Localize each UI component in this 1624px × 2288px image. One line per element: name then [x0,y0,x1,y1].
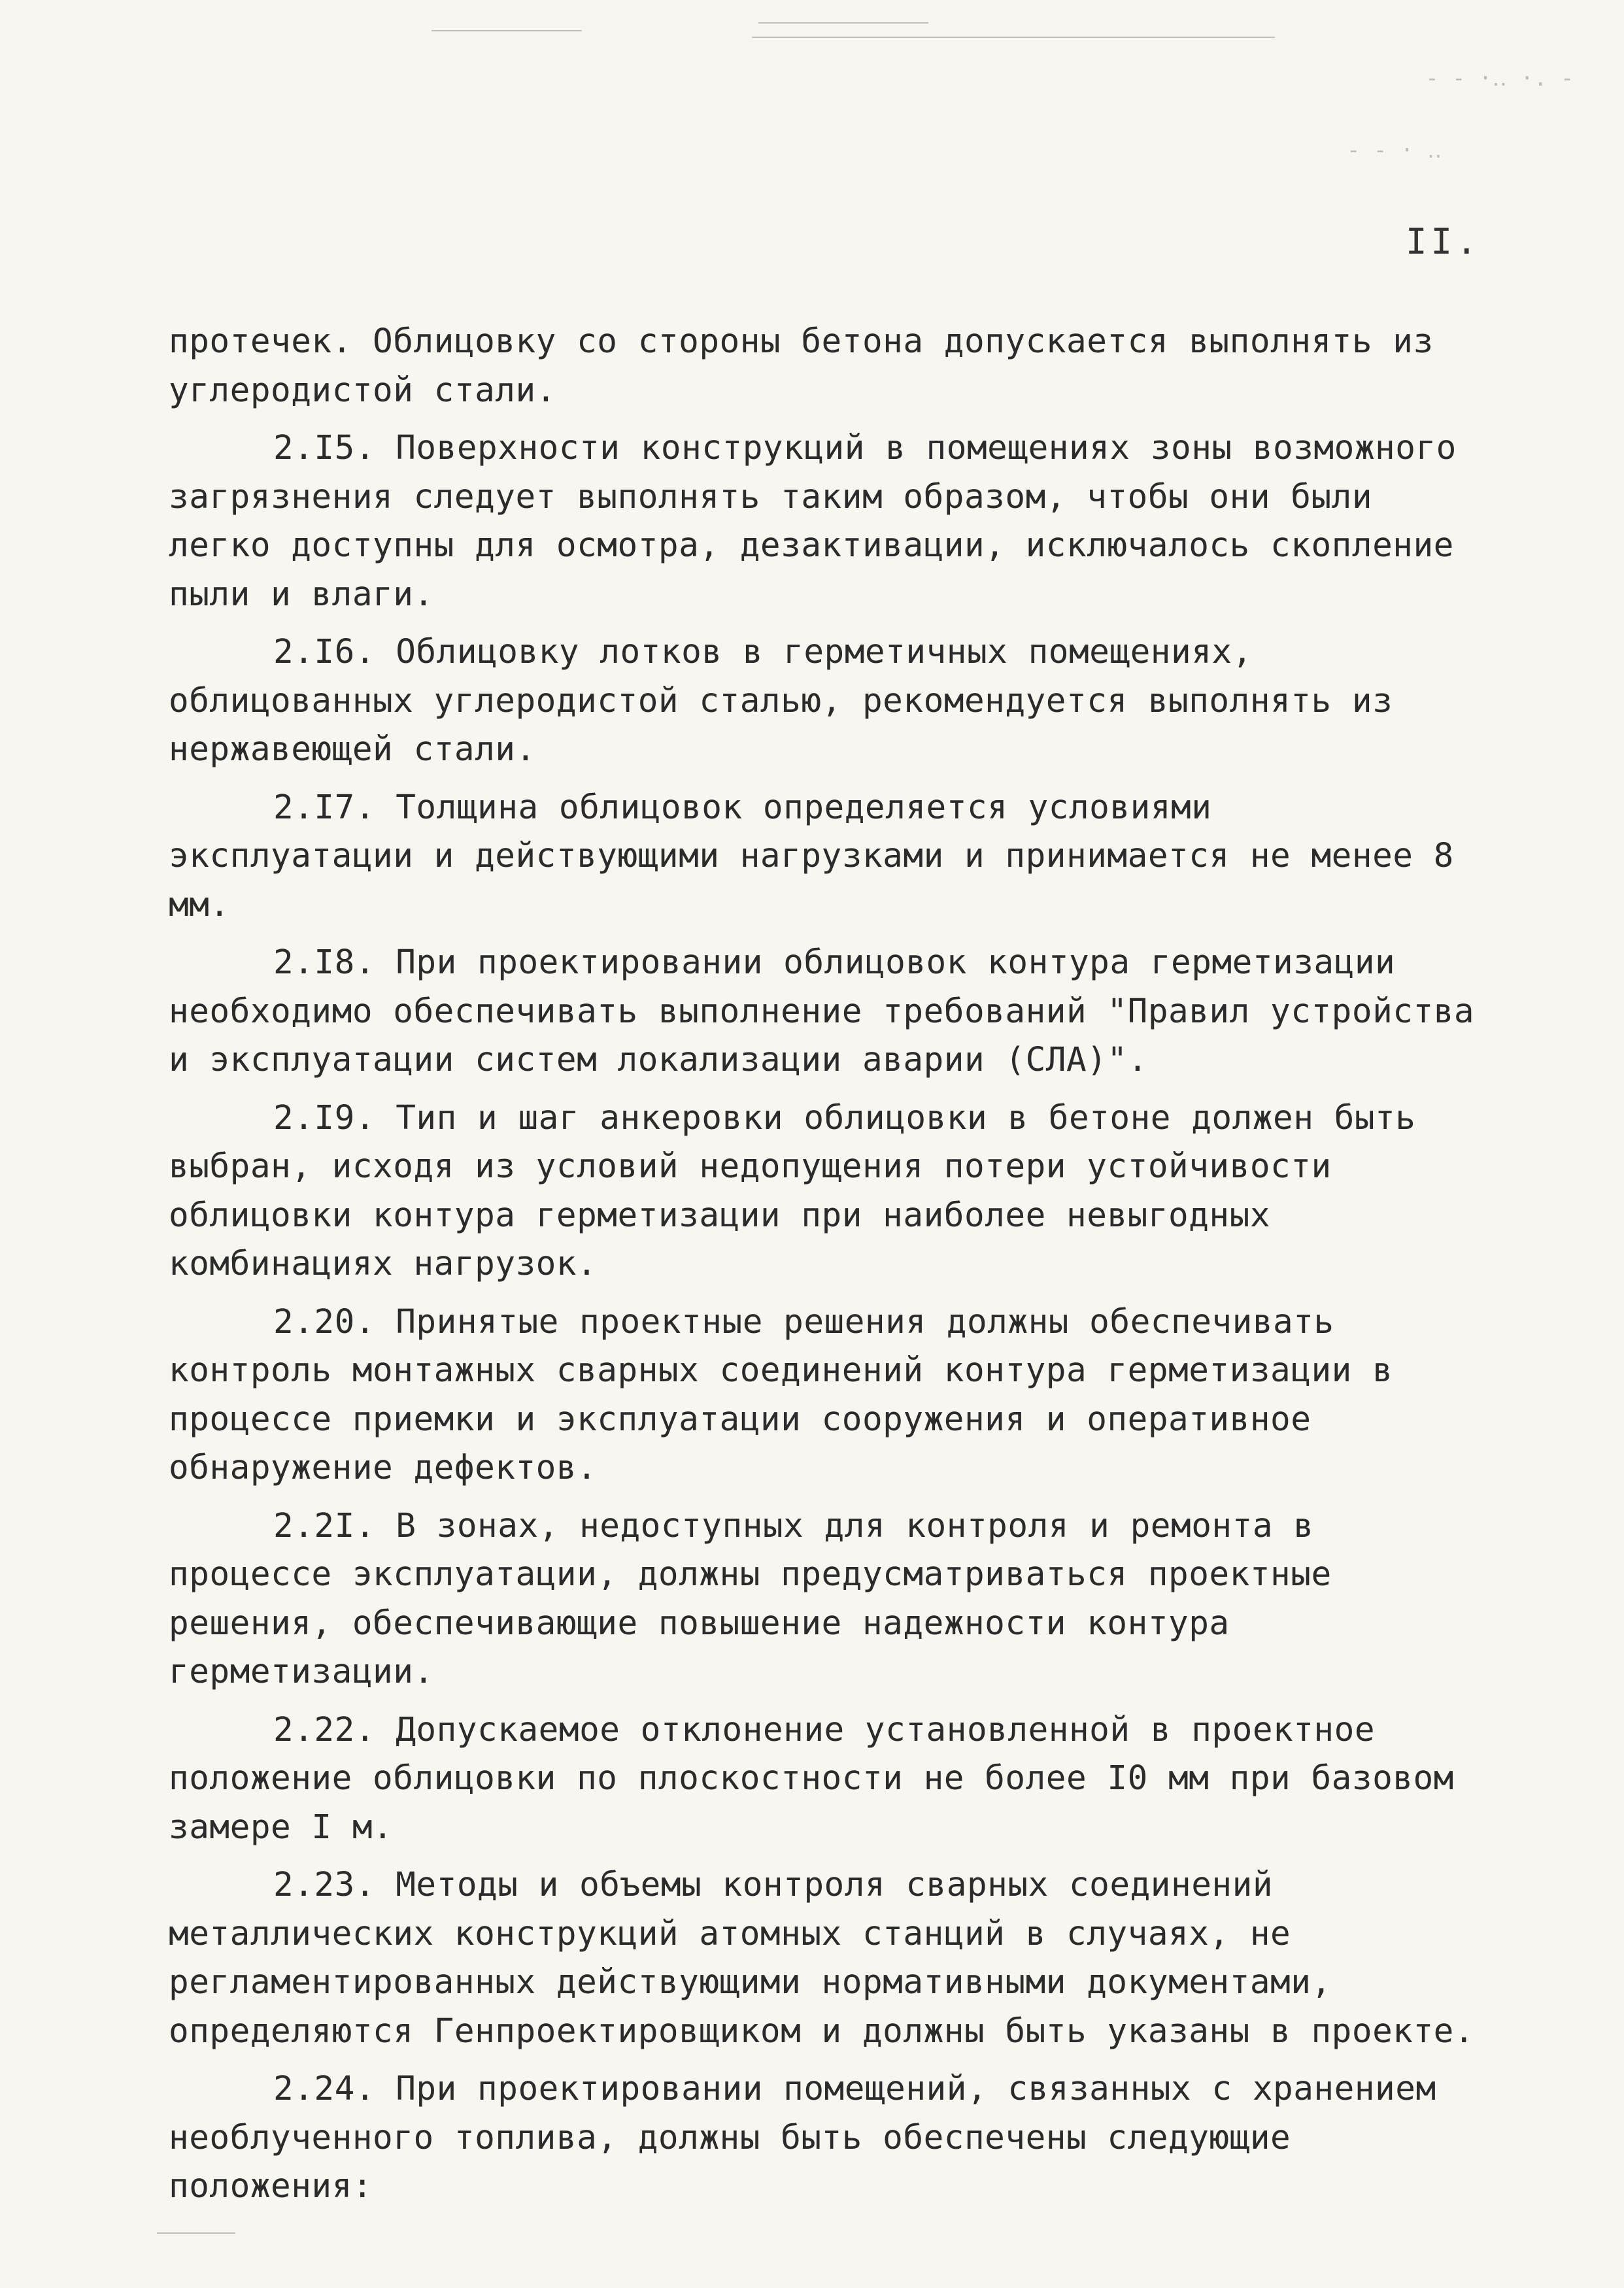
paragraph-2-19: 2.I9. Тип и шаг анкеровки облицовки в бетоне должен быть выбран, исходя из условий недопущения потери устойчивости облицовки контура герметизации при наиболее невыгодных комбинациях нагрузок. [169,1098,1416,1283]
paragraph-2-20: 2.20. Принятые проектные решения должны обеспечивать контроль монтажных сварных соединений контура герметизации в процессе приемки и эксплуатации сооружения и оперативное обнаружение дефектов. [169,1302,1393,1487]
scan-noise: - - · ‥ [1347,137,1442,163]
paragraph-2-21: 2.2I. В зонах, недоступных для контроля и ремонта в процессе эксплуатации, должны предусматриваться проектные решения, обеспечивающие повышение надежности контура герметизации. [169,1506,1332,1691]
document-body [169,318,1476,2221]
top-rule-2 [752,37,1275,38]
paragraph-continuation: протечек. Облицовку со стороны бетона допускается выполнять из углеродистой стали. [169,322,1434,410]
paragraph-2-18: 2.I8. При проектировании облицовок контура герметизации необходимо обеспечивать выполнение требований "Правил устройства и эксплуатации систем локализации аварии (СЛА)". [169,943,1475,1079]
scan-noise: - - ·‥ ·. - [1425,65,1574,92]
paragraph-2-15: 2.I5. Поверхности конструкций в помещениях зоны возможного загрязнения следует выполнять таким образом, чтобы они были легко доступны для осмотра, дезактивации, исключалось скопление пыли и влаги. [169,429,1457,614]
paragraph-2-22: 2.22. Допускаемое отклонение установленной в проектное положение облицовки по плоскостности не более I0 мм при базовом замере I м. [169,1710,1454,1847]
top-rule-1 [431,30,582,31]
page-number: II. [1406,221,1481,262]
top-rule-3 [758,22,928,24]
paragraph-2-24: 2.24. При проектировании помещений, связанных с хранением необлученного топлива, должны быть обеспечены следующие положения: [169,2070,1436,2206]
paragraph-2-16: 2.I6. Облицовку лотков в герметичных помещениях, облицованных углеродистой сталью, рекомендуется выполнять из нержавеющей стали. [169,633,1393,769]
paragraph-2-23: 2.23. Методы и объемы контроля сварных соединений металлических конструкций атомных станций в случаях, не регламентированных действующими нормативными документами, определяются Генпроектировщиком и должны быть указаны в проекте. [169,1866,1475,2051]
paragraph-2-17: 2.I7. Толщина облицовок определяется условиями эксплуатации и действующими нагрузками и принимается не менее 8 мм. [169,788,1454,924]
bottom-left-rule [157,2232,235,2234]
